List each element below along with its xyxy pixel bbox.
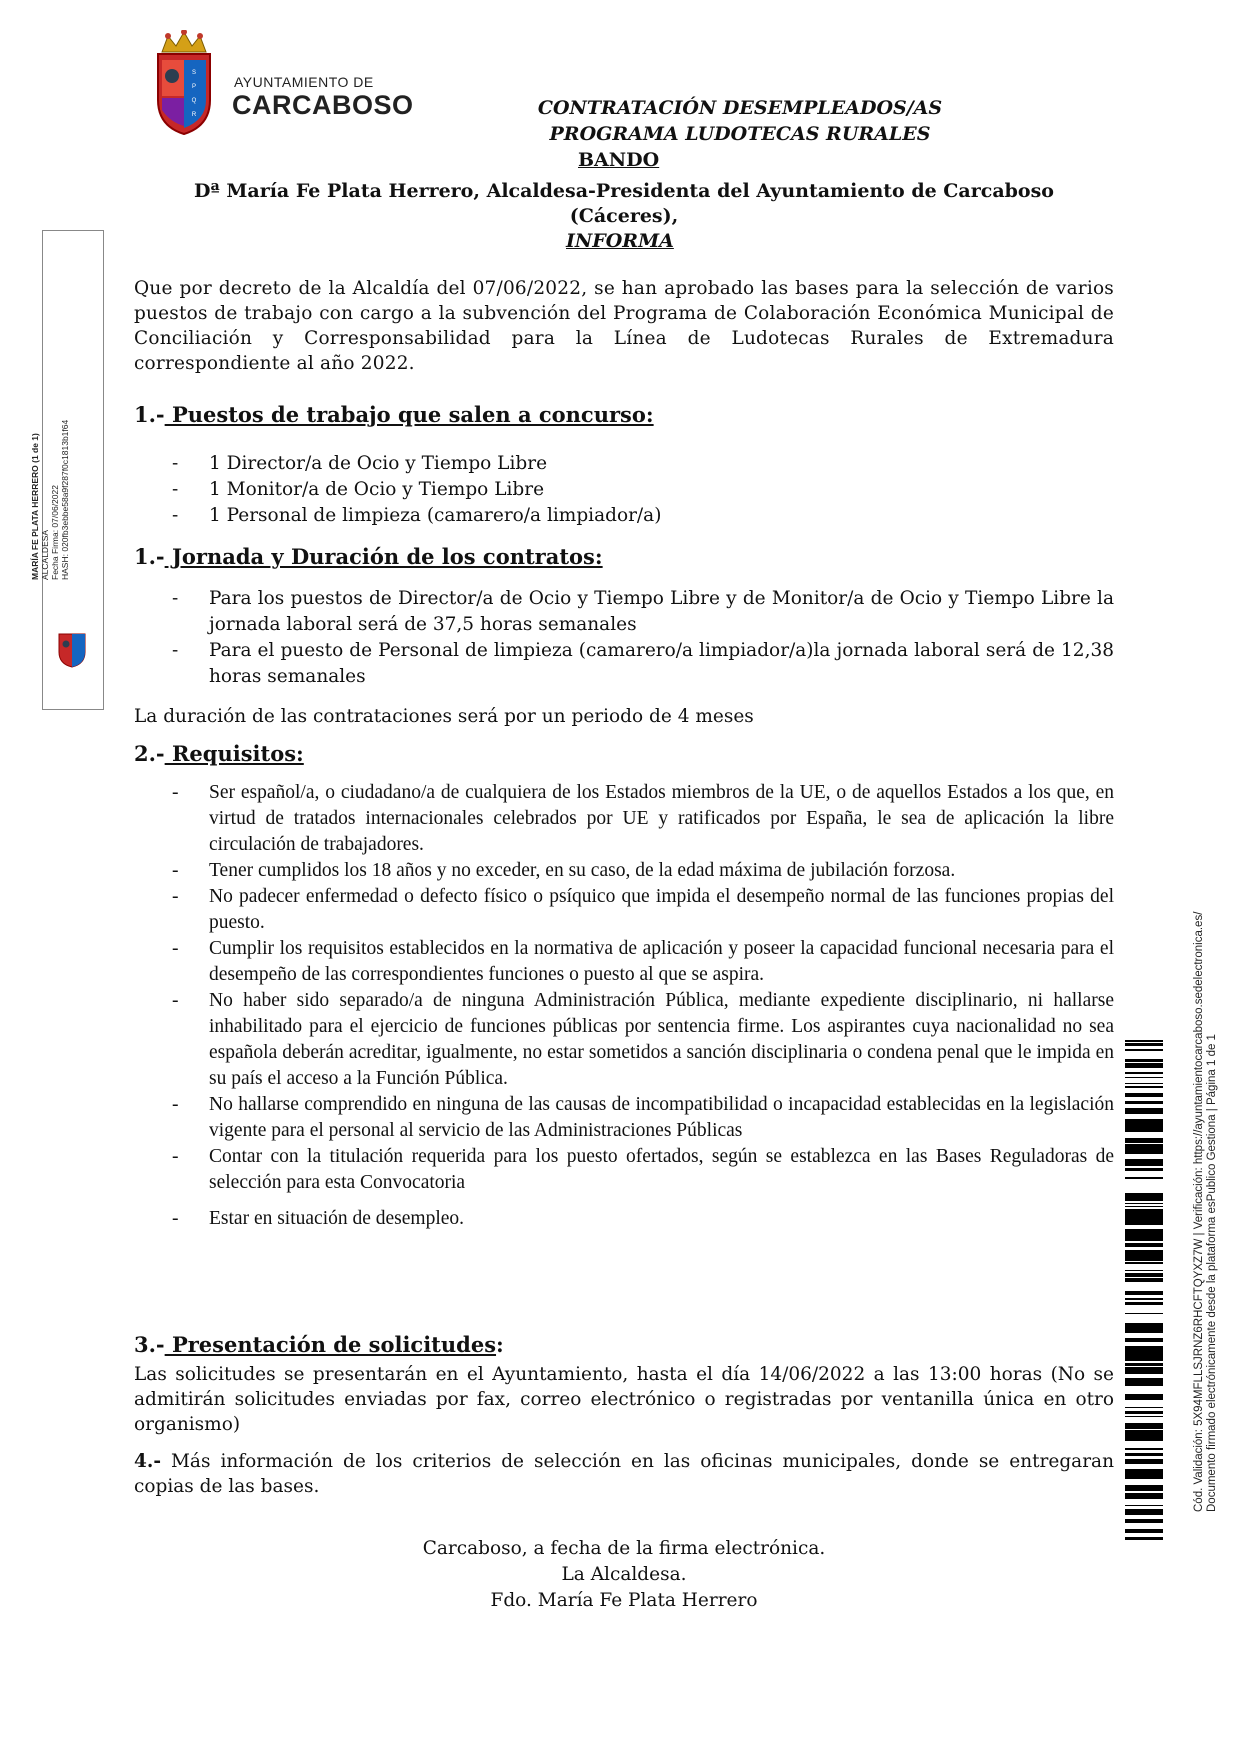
section1-title: Puestos de trabajo que salen a concurso: — [164, 402, 654, 427]
section4-number: 4.- — [134, 1451, 161, 1472]
list-item: - No hallarse comprendido en ninguna de las causas de incompatibilidad o incapacidad establecidas en la legislación vigente para el personal al servicio de las Administraciones Públicas — [172, 1094, 1114, 1141]
issuer-heading-line2: (Cáceres), — [569, 205, 679, 227]
section1-heading — [134, 402, 654, 427]
signature-role: La Alcaldesa. — [561, 1564, 687, 1585]
section3-text: Las solicitudes se presentarán en el Ayuntamiento, hasta el día 14/06/2022 a las 13:00 horas (No se admitirán solicitudes enviadas por fax, correo electrónico o registradas por ventanilla única en otro organismo) — [134, 1364, 1114, 1435]
list-item: - Contar con la titulación requerida para los puesto ofertados, según se establezca en las Bases Reguladoras de selección para esta Convocatoria — [172, 1146, 1114, 1193]
issuer-heading-line1: Dª María Fe Plata Herrero, Alcaldesa-Presidenta del Ayuntamiento de Carcaboso — [194, 180, 1054, 202]
list-item: - Para el puesto de Personal de limpieza (camarero/a limpiador/a)la jornada laboral será de 12,38 horas semanales — [172, 640, 1114, 687]
section1-list — [134, 451, 1114, 529]
svg-text:R: R — [191, 112, 197, 118]
section2-heading — [134, 741, 304, 766]
signature-place-date: Carcaboso, a fecha de la firma electrónica. — [422, 1538, 826, 1559]
section1b-number: 1.- — [134, 544, 165, 569]
section4-text: Más información de los criterios de selección en las oficinas municipales, donde se entregaran copias de las bases. — [134, 1451, 1114, 1497]
section3-title: Presentación de solicitudes — [164, 1332, 497, 1357]
list-item: - 1 Monitor/a de Ocio y Tiempo Libre — [172, 479, 545, 500]
svg-text:S: S — [191, 70, 197, 76]
stamp-crest-icon — [55, 630, 89, 668]
requirements-list — [134, 780, 1114, 1232]
logo-text-ayuntamiento: AYUNTAMIENTO DE — [234, 74, 374, 90]
verification-barcode — [1125, 1040, 1163, 1540]
signature-stamp-text: MARÍA FE PLATA HERRERO (1 de 1) ALCALDESA Fecha Firma: 07/06/2022 HASH: 020fb3ebbe58a9f287f0c1813b1f64 — [30, 419, 70, 580]
bando-label: BANDO — [578, 149, 660, 171]
duration-text: La duración de las contrataciones será por un periodo de 4 meses — [134, 706, 754, 727]
section1-number: 1.- — [134, 402, 165, 427]
section4-paragraph — [134, 1449, 1114, 1499]
svg-text:P: P — [191, 84, 197, 90]
section1b-list — [134, 586, 1114, 690]
list-item: - Ser español/a, o ciudadano/a de cualquiera de los Estados miembros de la UE, o de aquellos Estados a los que, en virtud de tratados internacionales celebrados por UE y ratificados por España, le sea de aplicación la libre circulación de trabajadores. — [172, 782, 1114, 855]
section2-number: 2.- — [134, 741, 165, 766]
section3-heading: 3.- Presentación de solicitudes: — [134, 1332, 504, 1357]
document-title-line2: PROGRAMA LUDOTECAS RURALES — [549, 123, 931, 145]
section2-title: Requisitos: — [164, 741, 304, 766]
document-title-line1: CONTRATACIÓN DESEMPLEADOS/AS — [537, 97, 943, 119]
list-item: - 1 Personal de limpieza (camarero/a limpiador/a) — [172, 505, 662, 526]
list-item: - No haber sido separado/a de ninguna Administración Pública, mediante expediente disciplinario, ni hallarse inhabilitado para el ejercicio de funciones públicas por sentencia firme. Los aspirantes cuya nacionalidad no sea española deberán acreditar, igualmente, no estar sometidos a sanción disciplinaria o condena penal que le impida en su país el acceso a la Función Pública. — [172, 990, 1114, 1089]
list-item: - Estar en situación de desempleo. — [172, 1208, 465, 1229]
section1b-title: Jornada y Duración de los contratos: — [164, 544, 603, 569]
list-item: - Cumplir los requisitos establecidos en la normativa de aplicación y poseer la capacidad funcional necesaria para el desempeño de las correspondientes funciones o puesto al que se aspira. — [172, 938, 1114, 985]
svg-text:Q: Q — [191, 98, 197, 104]
informa-label: INFORMA — [566, 230, 674, 252]
signature-name: Fdo. María Fe Plata Herrero — [490, 1590, 758, 1611]
list-item: - No padecer enfermedad o defecto físico o psíquico que impida el desempeño normal de las funciones propias del puesto. — [172, 886, 1114, 933]
logo-text-carcaboso: CARCABOSO — [232, 90, 414, 120]
intro-paragraph: Que por decreto de la Alcaldía del 07/06/2022, se han aprobado las bases para la selección de varios puestos de trabajo con cargo a la subvención del Programa de Colaboración Económica Municipal de Conciliación y Corresponsabilidad para la Línea de Ludotecas Rurales de Extremadura correspondiente al año 2022. — [134, 278, 1114, 374]
list-item: - 1 Director/a de Ocio y Tiempo Libre — [172, 453, 548, 474]
section3-number: 3.- — [134, 1332, 165, 1357]
list-item: - Tener cumplidos los 18 años y no exceder, en su caso, de la edad máxima de jubilación forzosa. — [172, 860, 956, 881]
verification-text: Cód. Validación: 5X94MFLLSJRNZ6RHCFTQYXZ7W | Verificación: https://ayuntamientocarcaboso.sedelectronica.es/ Documento firmado electrónicamente desde la plataforma esPublico Gestiona | Página 1 de 1 — [1193, 911, 1218, 1512]
list-item: - Para los puestos de Director/a de Ocio y Tiempo Libre y de Monitor/a de Ocio y Tiempo Libre la jornada laboral será de 37,5 horas semanales — [172, 588, 1114, 635]
section1b-heading — [134, 544, 603, 569]
